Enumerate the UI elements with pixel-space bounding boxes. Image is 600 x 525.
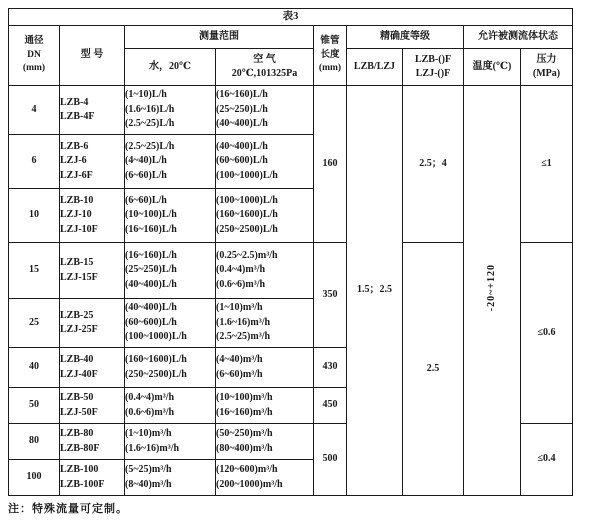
cell-temperature: -20~+120 [464,86,521,496]
cell-dn: 6 [9,135,60,189]
cell-water-range: (1~10)m³/h (1.6~16)m³/h [125,424,216,460]
header-accuracy-class: 精确度等级 [347,26,464,49]
cell-air-range: (100~1000)L/h (160~1600)L/h (250~2500)L/h [216,189,314,243]
cell-models: LZB-4 LZB-4F [60,86,125,135]
cell-air-range: (16~160)L/h (25~250)L/h (40~400)L/h [216,86,314,135]
cell-models: LZB-80 LZB-80F [60,424,125,460]
cell-pressure: ≤0.6 [521,243,573,424]
cell-air-range: (4~40)m³/h (6~60)m³/h [216,348,314,388]
cell-air-range: (1~10)m³/h (1.6~16)m³/h (2.5~25)m³/h [216,299,314,348]
cell-accuracy-lzb-f: 2.5；4 [403,86,464,243]
header-cone-length: 锥管 长度 (mm) [314,26,347,86]
cell-dn: 15 [9,243,60,299]
cell-models: LZB-50 LZJ-50F [60,388,125,424]
cell-air-range: (10~100)m³/h (16~160)m³/h [216,388,314,424]
cell-air-range: (50~250)m³/h (80~400)m³/h [216,424,314,460]
cell-cone-length: 350 [314,243,347,348]
header-lzb-lzj: LZB/LZJ [347,49,403,86]
cell-water-range: (0.4~4)m³/h (0.6~6)m³/h [125,388,216,424]
cell-dn: 25 [9,299,60,348]
cell-pressure: ≤1 [521,86,573,243]
cell-water-range: (1~10)L/h (1.6~16)L/h (2.5~25)L/h [125,86,216,135]
table-title: 表3 [9,9,573,26]
cell-cone-length: 430 [314,348,347,388]
header-measure-range: 测量范围 [125,26,314,49]
cell-air-range: (120~600)m³/h (200~1000)m³/h [216,460,314,496]
cell-water-range: (16~160)L/h (25~250)L/h (40~400)L/h [125,243,216,299]
header-air: 空 气 20℃,101325Pa [216,49,314,86]
cell-water-range: (5~25)m³/h (8~40)m³/h [125,460,216,496]
cell-models: LZB-100 LZB-100F [60,460,125,496]
header-model: 型 号 [60,26,125,86]
cell-models: LZB-25 LZJ-25F [60,299,125,348]
cell-models: LZB-10 LZJ-10 LZJ-10F [60,189,125,243]
cell-accuracy-lzb-f: 2.5 [403,243,464,496]
header-lzb-f: LZB-()F LZJ-()F [403,49,464,86]
cell-models: LZB-15 LZJ-15F [60,243,125,299]
header-temperature: 温度(℃) [464,49,521,86]
cell-cone-length: 160 [314,86,347,243]
cell-air-range: (0.25~2.5)m³/h (0.4~4)m³/h (0.6~6)m³/h [216,243,314,299]
cell-models: LZB-40 LZJ-40F [60,348,125,388]
header-pressure: 压力 (MPa) [521,49,573,86]
cell-accuracy-lzb-lzj: 1.5；2.5 [347,86,403,496]
cell-dn: 40 [9,348,60,388]
cell-dn: 50 [9,388,60,424]
cell-dn: 100 [9,460,60,496]
cell-cone-length: 450 [314,388,347,424]
flow-meter-spec-table [8,8,573,496]
cell-water-range: (40~400)L/h (60~600)L/h (100~1000)L/h [125,299,216,348]
cell-water-range: (6~60)L/h (10~100)L/h (16~160)L/h [125,189,216,243]
cell-water-range: (160~1600)L/h (250~2500)L/h [125,348,216,388]
cell-dn: 4 [9,86,60,135]
header-dn: 通径 DN (mm) [9,26,60,86]
cell-dn: 80 [9,424,60,460]
cell-air-range: (40~400)L/h (60~600)L/h (100~1000)L/h [216,135,314,189]
header-fluid-state: 允许被测流体状态 [464,26,573,49]
cell-pressure: ≤0.4 [521,424,573,496]
footnote: 注：特殊流量可定制。 [8,503,128,515]
cell-models: LZB-6 LZJ-6 LZJ-6F [60,135,125,189]
cell-cone-length: 500 [314,424,347,496]
header-water: 水，20℃ [125,49,216,86]
cell-dn: 10 [9,189,60,243]
cell-water-range: (2.5~25)L/h (4~40)L/h (6~60)L/h [125,135,216,189]
